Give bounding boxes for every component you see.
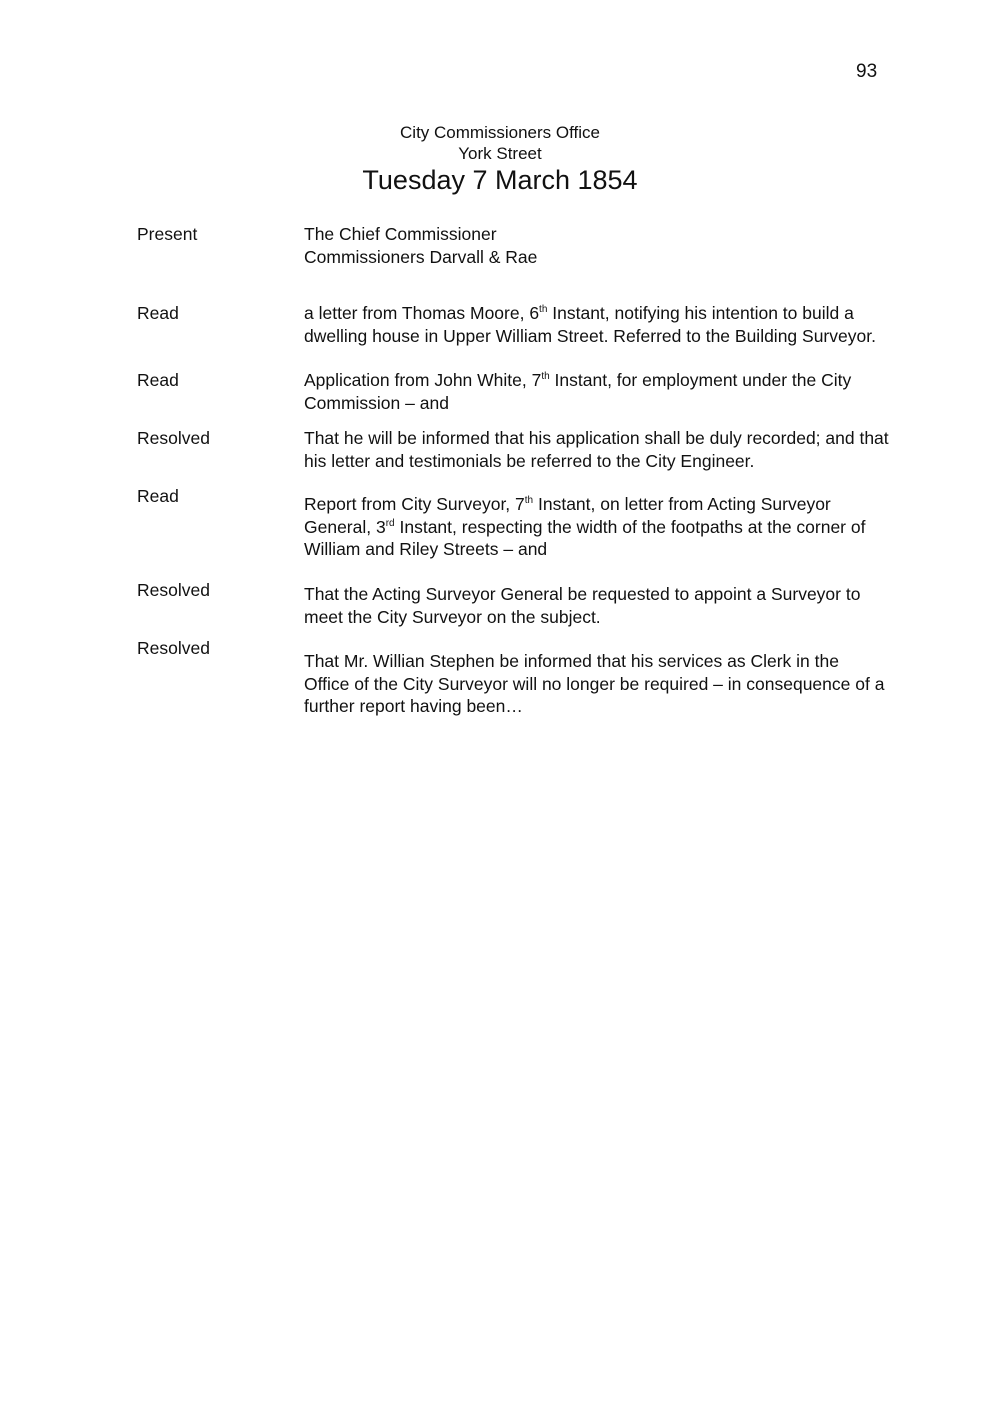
present-label: Present [137, 224, 198, 244]
entry-line: further report having been… [304, 696, 523, 716]
entry-label: Read [137, 303, 179, 323]
entry-line: Report from City Surveyor, 7th Instant, on letter from Acting Surveyor [304, 494, 831, 514]
entry-label: Resolved [137, 580, 210, 600]
present-list [304, 223, 934, 268]
entry-line: his letter and testimonials be referred to the City Engineer. [304, 450, 755, 471]
minute-entry [304, 369, 934, 414]
office-name: City Commissioners Office [400, 123, 600, 142]
entry-line: General, 3rd Instant, respecting the width of the footpaths at the corner of [304, 516, 866, 537]
entry-line: William and Riley Streets – and [304, 539, 548, 559]
entry-line: That the Acting Surveyor General be requested to appoint a Surveyor to [304, 584, 861, 604]
entry-line: a letter from Thomas Moore, 6th Instant, notifying his intention to build a [304, 303, 854, 323]
entry-label: Resolved [137, 428, 210, 448]
entry-line: Application from John White, 7th Instant, for employment under the City [304, 370, 852, 390]
entry-label: Resolved [137, 638, 210, 658]
entry-label: Read [137, 486, 179, 506]
entry-line: That he will be informed that his application shall be duly recorded; and that [304, 428, 889, 448]
entry-line: That Mr. Willian Stephen be informed that his services as Clerk in the [304, 651, 839, 671]
attendee: Commissioners Darvall & Rae [304, 246, 538, 267]
entry-line: Office of the City Surveyor will no longer be required – in consequence of a [304, 673, 885, 694]
page-number: 93 [856, 61, 878, 82]
attendee: The Chief Commissioner [304, 224, 497, 244]
minute-entry [304, 650, 934, 718]
entry-label: Read [137, 370, 179, 390]
entry-line: dwelling house in Upper William Street. Referred to the Building Surveyor. [304, 325, 876, 346]
minute-entry [304, 493, 934, 561]
minute-entry [304, 583, 934, 628]
minute-entry [304, 302, 934, 347]
entry-line: meet the City Surveyor on the subject. [304, 606, 601, 627]
minute-entry [304, 427, 934, 472]
office-street: York Street [458, 144, 542, 163]
entry-line: Commission – and [304, 392, 449, 413]
meeting-date: Tuesday 7 March 1854 [362, 165, 638, 195]
